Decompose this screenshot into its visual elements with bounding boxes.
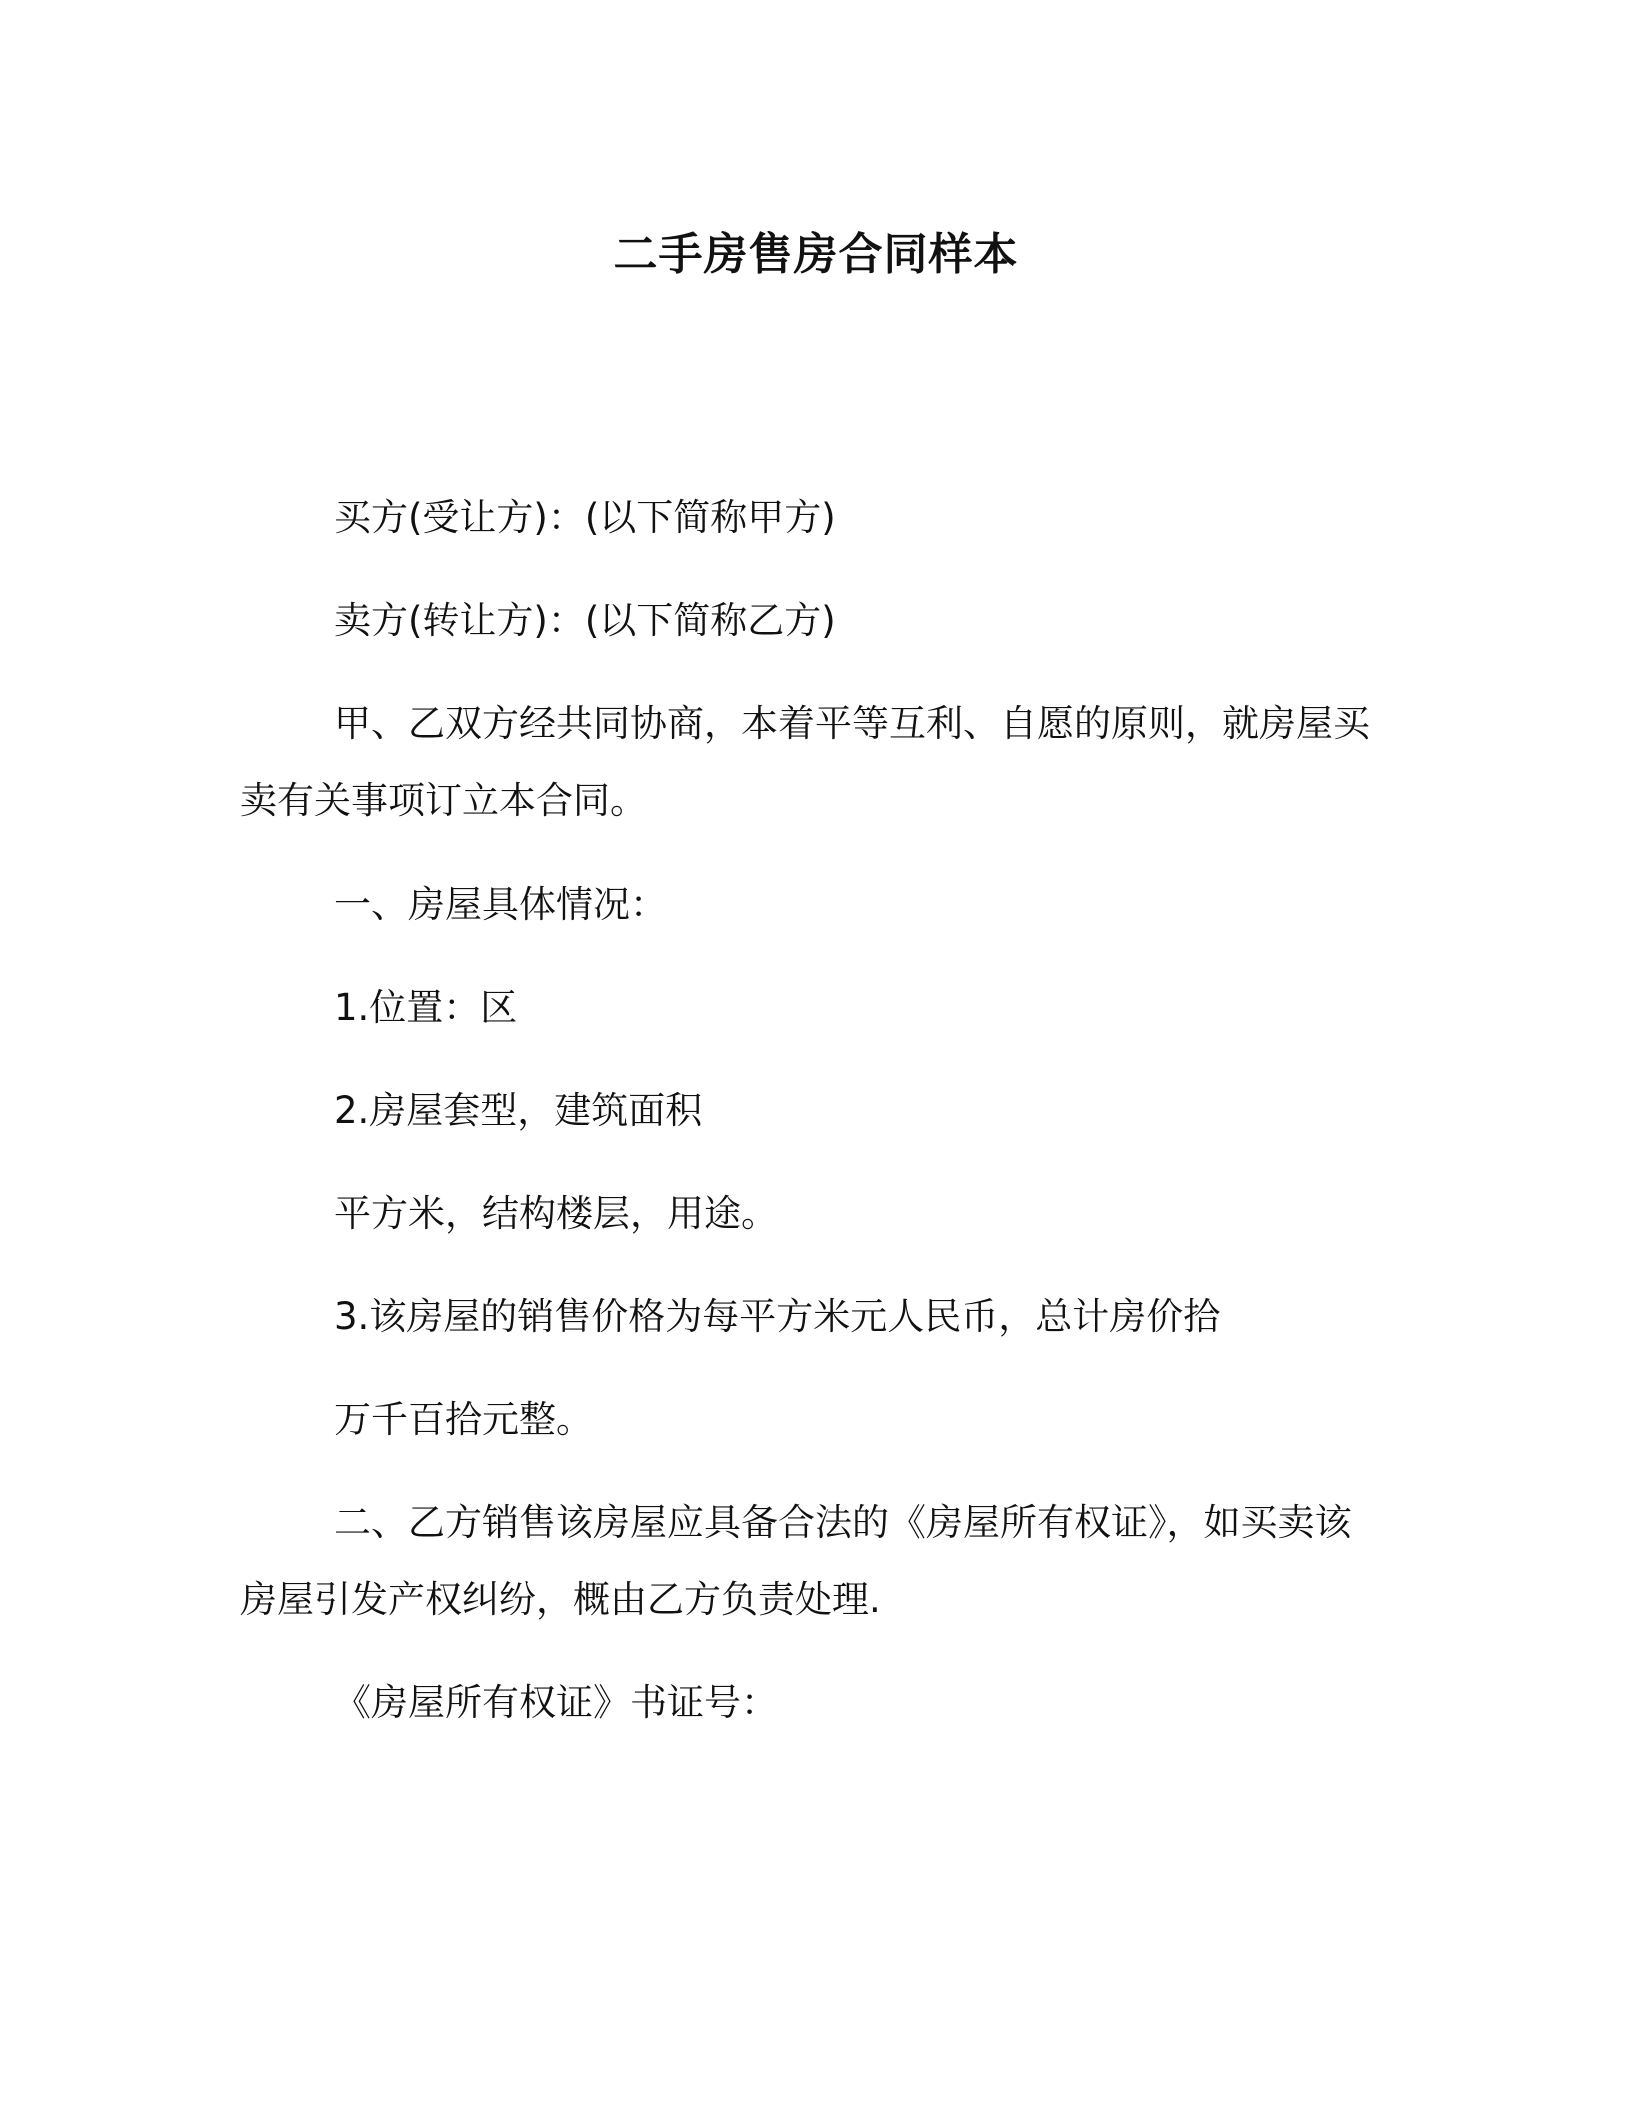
section-2-line-2: 房屋引发产权纠纷，概由乙方负责处理. — [240, 1578, 881, 1621]
section-2-line-1: 二、乙方销售该房屋应具备合法的《房屋所有权证》，如买卖该 — [334, 1501, 1352, 1544]
section-1-heading: 一、房屋具体情况： — [334, 883, 667, 926]
certificate-number-line: 《房屋所有权证》书证号： — [334, 1681, 778, 1724]
item-3-continuation: 万千百拾元整。 — [334, 1398, 593, 1441]
item-1-location: 1.位置：区 — [334, 986, 518, 1029]
document-title: 二手房售房合同样本 — [613, 229, 1019, 280]
buyer-line: 买方(受让方)：(以下简称甲方) — [334, 496, 836, 539]
item-2-type-area: 2.房屋套型，建筑面积 — [334, 1089, 703, 1132]
item-2-continuation: 平方米，结构楼层，用途。 — [334, 1192, 778, 1235]
preamble-line-1: 甲、乙双方经共同协商，本着平等互利、自愿的原则，就房屋买 — [334, 702, 1370, 745]
preamble-line-2: 卖有关事项订立本合同。 — [240, 779, 647, 822]
item-3-price: 3.该房屋的销售价格为每平方米元人民币，总计房价拾 — [334, 1295, 1221, 1338]
seller-line: 卖方(转让方)：(以下简称乙方) — [334, 599, 836, 642]
